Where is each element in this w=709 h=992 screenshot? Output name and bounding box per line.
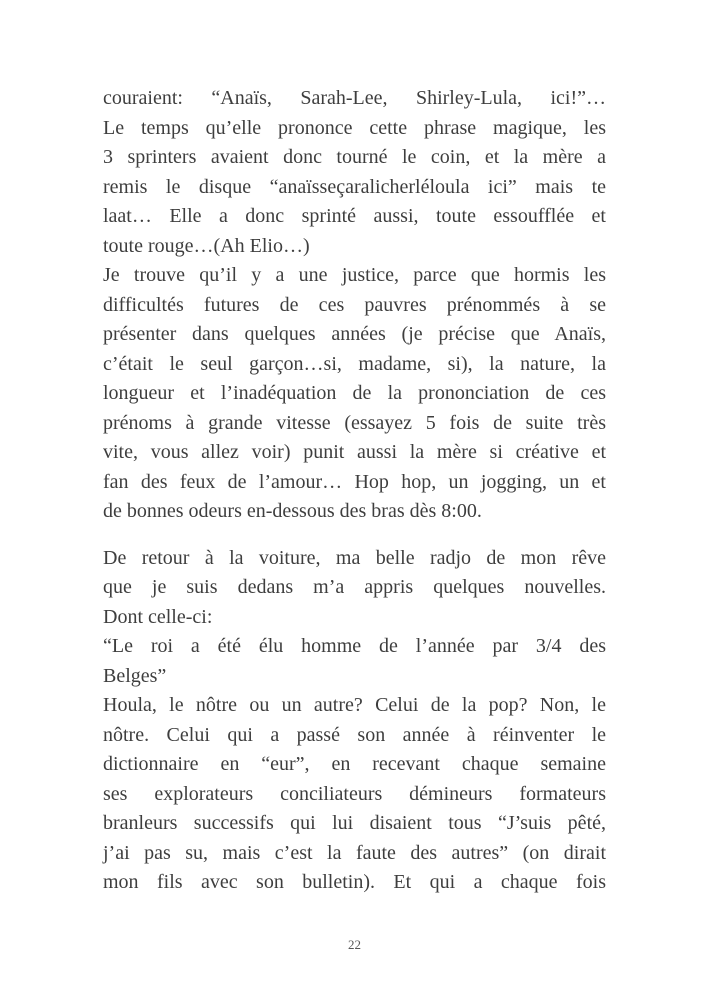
paragraph: [103, 691, 606, 898]
text-line: branleurs successifs qui lui disaient tous “J’suis pêté,: [103, 812, 606, 834]
text-line: “Le roi a été élu homme de l’année par 3/4 des: [103, 635, 606, 657]
text-line: laat… Elle a donc sprinté aussi, toute essoufflée et: [103, 205, 606, 227]
paragraph: [103, 632, 606, 691]
text-line: remis le disque “anaïsseçaralicherléloula ici” mais te: [103, 175, 606, 198]
text-line: Le temps qu’elle prononce cette phrase magique, les: [103, 116, 606, 139]
text-line: ses explorateurs conciliateurs démineurs formateurs: [103, 782, 606, 805]
text-line: dictionnaire en “eur”, en recevant chaque semaine: [103, 753, 606, 775]
text-line: 3 sprinters avaient donc tourné le coin, et la mère a: [103, 146, 606, 168]
text-line: j’ai pas su, mais c’est la faute des autres” (on dirait: [103, 841, 606, 864]
text-line: difficultés futures de ces pauvres prénommés à se: [103, 293, 606, 316]
body-text: [103, 84, 606, 898]
text-line: fan des feux de l’amour… Hop hop, un jogging, un et: [103, 470, 606, 493]
text-line: couraient: “Anaïs, Sarah-Lee, Shirley-Lula, ici!”…: [103, 87, 606, 109]
paragraph: [103, 261, 606, 527]
page-number: 22: [348, 937, 361, 952]
paragraph: [103, 544, 606, 633]
text-line: de bonnes odeurs en-dessous des bras dès 8:00.: [103, 500, 482, 522]
paragraph: [103, 84, 606, 261]
text-line: c’était le seul garçon…si, madame, si), la nature, la: [103, 352, 606, 375]
text-line: longueur et l’inadéquation de la prononciation de ces: [103, 382, 606, 404]
text-line: vite, vous allez voir) punit aussi la mère si créative et: [103, 441, 606, 463]
text-line: toute rouge…(Ah Elio…): [103, 234, 310, 257]
text-line: mon fils avec son bulletin). Et qui a chaque fois: [103, 871, 606, 893]
text-line: De retour à la voiture, ma belle radjo de mon rêve: [103, 546, 606, 569]
text-line: Je trouve qu’il y a une justice, parce que hormis les: [103, 264, 606, 286]
text-line: présenter dans quelques années (je précise que Anaïs,: [103, 323, 606, 345]
text-line: Dont celle-ci:: [103, 605, 213, 628]
text-line: Houla, le nôtre ou un autre? Celui de la pop? Non, le: [103, 694, 606, 716]
text-line: prénoms à grande vitesse (essayez 5 fois de suite très: [103, 411, 606, 434]
text-line: Belges”: [103, 664, 167, 687]
text-line: nôtre. Celui qui a passé son année à réinventer le: [103, 723, 606, 746]
text-line: que je suis dedans m’a appris quelques nouvelles.: [103, 576, 606, 598]
